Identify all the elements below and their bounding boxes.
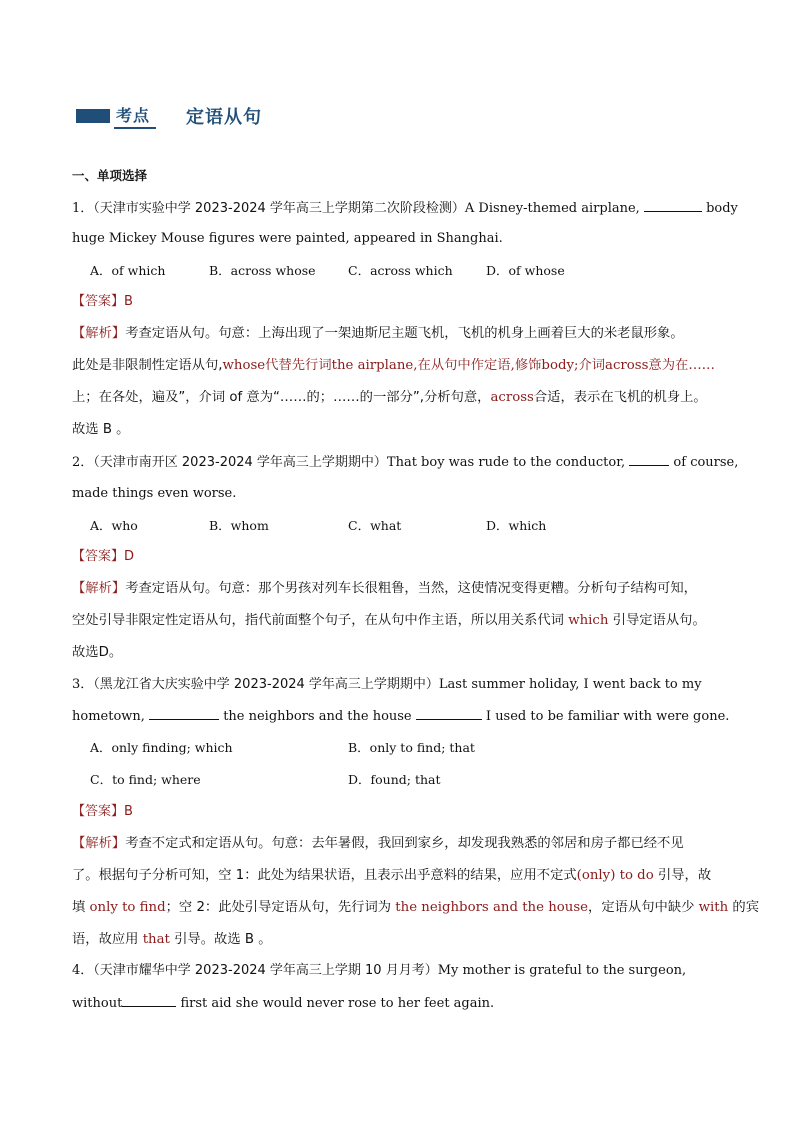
question-4-line-1	[72, 961, 686, 981]
question-3-option-d: D．found; that	[348, 772, 441, 787]
header-bar-decoration	[76, 109, 110, 123]
explanation-highlight: whose代替先行词the airplane	[222, 358, 414, 373]
explanation-highlight: the neighbors and the house	[395, 900, 589, 915]
explanation-text: 考查不定式和定语从句。句意：去年暑假，我回到家乡，却发现我熟悉的邻居和房子都已经不见	[125, 836, 684, 851]
explanation-text: 语，故应用	[72, 932, 143, 947]
explanation-highlight: 修饰body;介词across意为在……	[514, 358, 715, 373]
question-1-explanation-line-1	[72, 324, 684, 344]
question-3-explanation-line-4	[72, 930, 272, 950]
explanation-highlight: only to find	[89, 900, 166, 915]
question-2-source: （天津市南开区 2023-2024 学年高三上学期期中）	[93, 455, 387, 470]
question-2-line-2: made things even worse.	[72, 486, 237, 501]
question-2-explanation-line-2	[72, 611, 706, 631]
question-1-stem: A Disney-themed airplane,	[464, 201, 640, 216]
question-2-explanation-line-1	[72, 579, 697, 599]
explanation-text: 考查定语从句。句意：上海出现了一架迪斯尼主题飞机，飞机的机身上画着巨大的米老鼠形象。	[125, 326, 684, 341]
question-3-option-b: B．only to find; that	[348, 740, 475, 755]
question-3-stem: the neighbors and the house	[223, 709, 412, 724]
explanation-text: 上；在各处，遍及”，介词 of 意为“……的；……的一部分”,分析句意，	[72, 390, 491, 405]
question-2-number: 2．	[72, 455, 94, 470]
explanation-highlight: with	[698, 900, 729, 915]
question-3-blank-1	[149, 706, 219, 720]
explanation-text: 了。根据句子分析可知，空 1：此处为结果状语，且表示出乎意料的结果，应用不定式	[72, 868, 577, 883]
explanation-highlight: (only) to do	[576, 868, 654, 883]
explanation-tag: 【解析】	[72, 581, 126, 596]
question-3-option-a: A．only finding; which	[90, 740, 233, 755]
explanation-text: 的宾	[728, 900, 760, 915]
question-3-line-1	[72, 675, 702, 695]
question-1-source: （天津市实验中学 2023-2024 学年高三上学期第二次阶段检测）	[93, 201, 465, 216]
question-1-option-b: B．across whose	[209, 263, 316, 278]
question-4-number: 4．	[72, 963, 94, 978]
question-2-option-c: C．what	[348, 518, 402, 533]
explanation-text: 引导定语从句。	[608, 613, 706, 628]
question-1-explanation-line-3	[72, 388, 707, 408]
section-title: 一、单项选择	[72, 168, 148, 183]
question-1-line-1	[72, 198, 738, 219]
explanation-highlight: ,在从句中作定语,	[413, 358, 515, 373]
question-4-source: （天津市耀华中学 2023-2024 学年高三上学期 10 月月考）	[93, 963, 438, 978]
question-4-stem: My mother is grateful to the surgeon,	[437, 963, 687, 978]
kaodian-label: 考点	[114, 103, 156, 129]
question-3-stem: hometown,	[72, 709, 145, 724]
question-3-stem: I used to be familiar with were gone.	[485, 709, 730, 724]
question-4-blank	[122, 993, 176, 1007]
topic-header	[76, 102, 262, 130]
explanation-text: ；空 2：此处引导定语从句，先行词为	[165, 900, 396, 915]
question-4-line-2	[72, 993, 494, 1014]
explanation-text: 空处引导非限定性定语从句，指代前面整个句子，在从句中作主语，所以用关系代词	[72, 613, 569, 628]
answer-value: D	[124, 549, 135, 564]
question-2-explanation-line-3: 故选D。	[72, 645, 123, 660]
question-1-blank	[644, 198, 702, 212]
explanation-highlight: which	[568, 613, 609, 628]
explanation-highlight: across	[490, 390, 534, 405]
question-2-answer	[72, 547, 134, 567]
question-3-line-2	[72, 706, 729, 727]
question-1-option-c: C．across which	[348, 263, 453, 278]
question-1-answer	[72, 292, 133, 312]
question-3-source: （黑龙江省大庆实验中学 2023-2024 学年高三上学期期中）	[93, 677, 439, 692]
explanation-text: 此处是非限制性定语从句,	[72, 358, 223, 373]
question-2-option-b: B．whom	[209, 518, 269, 533]
question-2-option-d: D．which	[486, 518, 547, 533]
question-3-stem: Last summer holiday, I went back to my	[438, 677, 702, 692]
question-2-stem-cont: of course,	[673, 455, 739, 470]
question-3-answer	[72, 802, 133, 822]
question-1-option-a: A．of which	[90, 263, 166, 278]
topic-title: 定语从句	[186, 107, 263, 128]
explanation-highlight: that	[142, 932, 170, 947]
question-2-option-a: A．who	[90, 518, 138, 533]
explanation-text: 引导。故选 B 。	[169, 932, 272, 947]
question-1-option-d: D．of whose	[486, 263, 565, 278]
question-4-stem: without	[72, 996, 123, 1011]
question-2-stem: That boy was rude to the conductor,	[386, 455, 626, 470]
explanation-text: ，定语从句中缺少	[588, 900, 699, 915]
question-1-explanation-line-2	[72, 356, 715, 376]
explanation-text: 引导，故	[653, 868, 712, 883]
question-3-number: 3．	[72, 677, 94, 692]
question-3-explanation-line-1	[72, 834, 684, 854]
question-3-explanation-line-3	[72, 898, 759, 918]
question-3-explanation-line-2	[72, 866, 711, 886]
question-4-stem: first aid she would never rose to her feet again.	[180, 996, 495, 1011]
explanation-text: 填	[72, 900, 90, 915]
question-3-blank-2	[416, 706, 482, 720]
answer-value: B	[124, 294, 133, 309]
question-2-blank	[629, 452, 669, 466]
answer-value: B	[124, 804, 133, 819]
explanation-tag: 【解析】	[72, 836, 126, 851]
answer-tag: 【答案】	[72, 549, 125, 564]
answer-tag: 【答案】	[72, 294, 125, 309]
question-2-line-1	[72, 452, 738, 473]
question-3-option-c: C．to find; where	[90, 772, 201, 787]
explanation-text: 合适，表示在飞机的机身上。	[533, 390, 707, 405]
answer-tag: 【答案】	[72, 804, 125, 819]
explanation-tag: 【解析】	[72, 326, 126, 341]
explanation-text: 考查定语从句。句意：那个男孩对列车长很粗鲁，当然，这使情况变得更糟。分析句子结构可知，	[125, 581, 697, 596]
question-1-line-2: huge Mickey Mouse figures were painted, appeared in Shanghai.	[72, 231, 503, 246]
question-1-stem-cont: body	[706, 201, 738, 216]
question-1-explanation-line-4: 故选 B 。	[72, 422, 130, 437]
question-1-number: 1．	[72, 201, 94, 216]
